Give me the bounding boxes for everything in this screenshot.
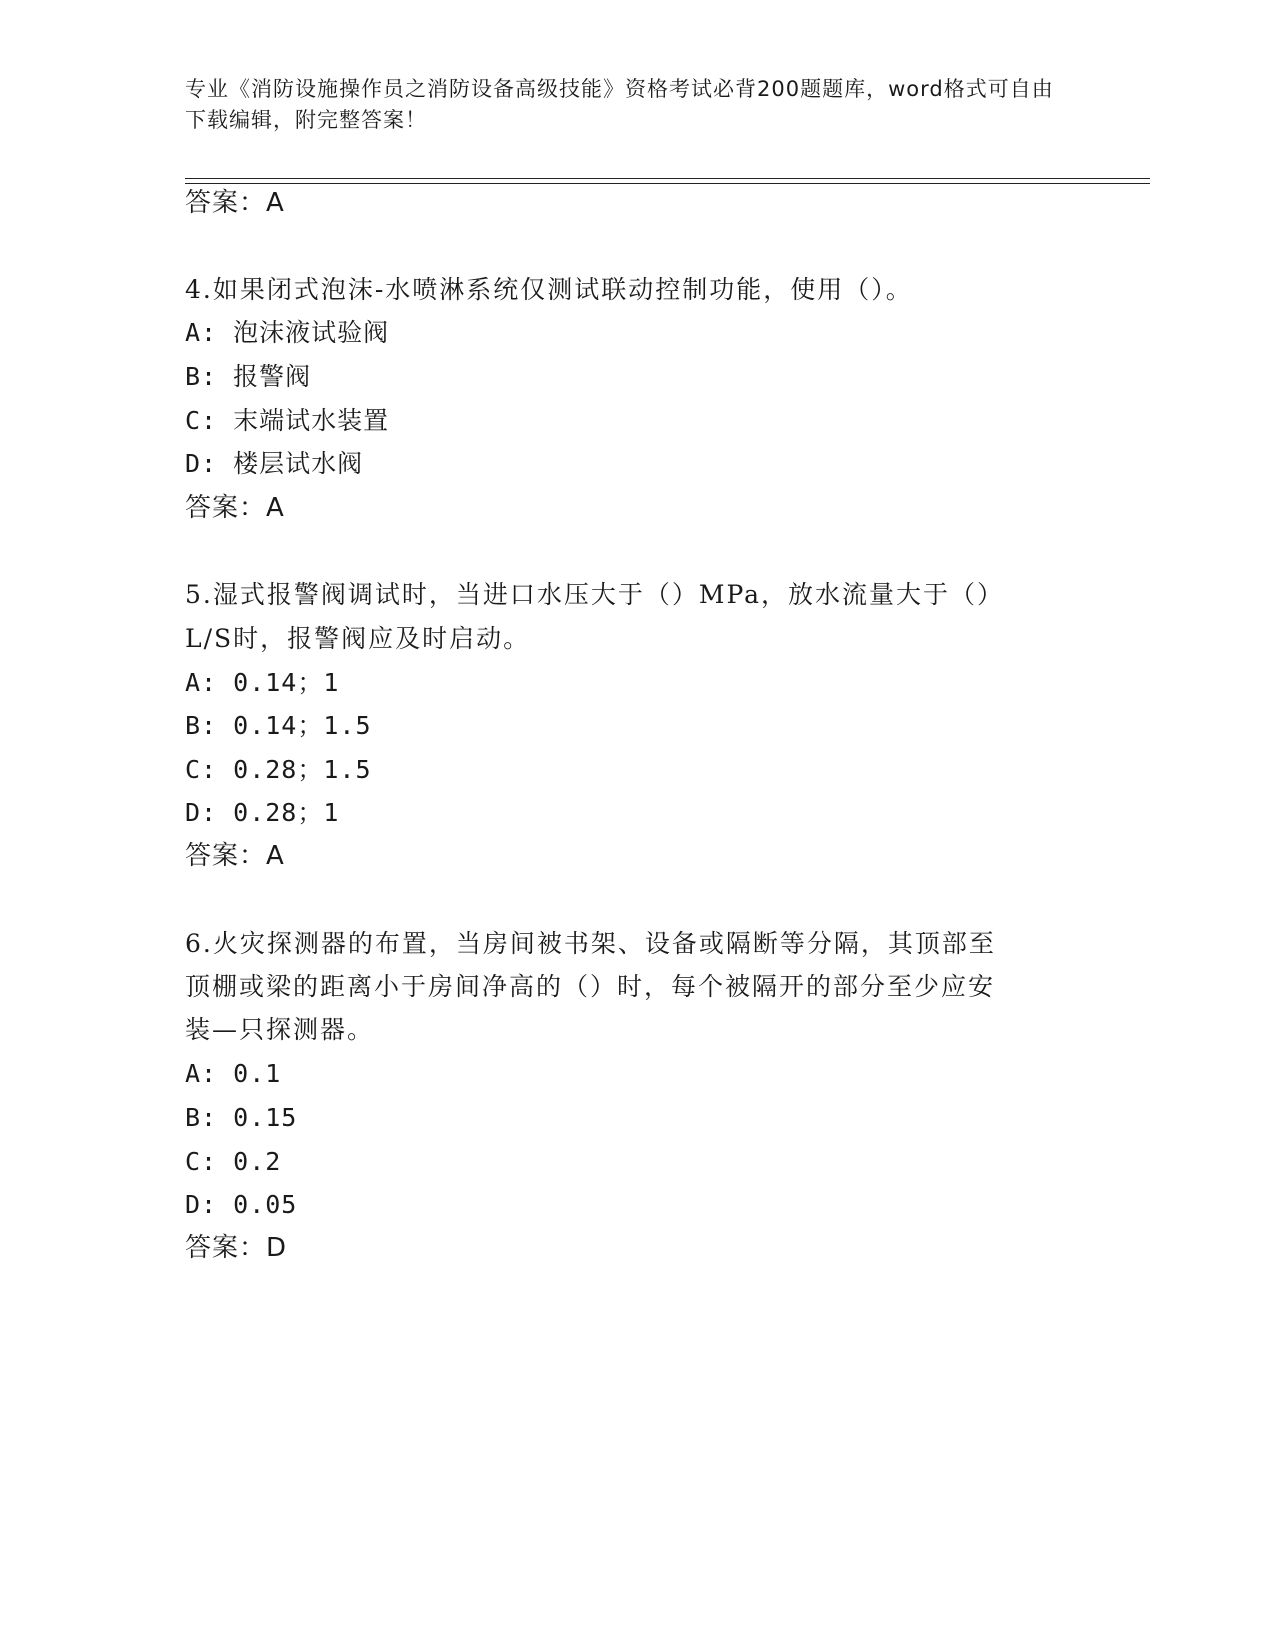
q5-stem-line-1: 5.湿式报警阀调试时，当进口水压大于（）MPa，放水流量大于（）	[185, 580, 1005, 609]
q5-option-b: B: 0.14；1.5	[185, 711, 372, 740]
q3-answer: 答案：A	[185, 188, 285, 218]
q5-answer: 答案：A	[185, 841, 285, 871]
q4-option-d: D: 楼层试水阀	[185, 449, 364, 478]
q5-option-a: A: 0.14；1	[185, 668, 340, 697]
q6-stem-line-1: 6.火灾探测器的布置，当房间被书架、设备或隔断等分隔，其顶部至	[185, 929, 996, 958]
q6-option-a: A: 0.1	[185, 1059, 282, 1088]
q4-answer: 答案：A	[185, 493, 285, 523]
q4-stem: 4.如果闭式泡沫-水喷淋系统仅测试联动控制功能，使用（）。	[185, 275, 913, 304]
header-divider-bottom	[185, 183, 1150, 184]
q4-option-a: A: 泡沫液试验阀	[185, 318, 390, 347]
q6-option-d: D: 0.05	[185, 1190, 298, 1219]
q4-option-c: C: 末端试水装置	[185, 406, 390, 435]
q5-option-d: D: 0.28；1	[185, 798, 340, 827]
q6-stem-line-2: 顶棚或梁的距离小于房间净高的（）时，每个被隔开的部分至少应安	[185, 972, 996, 1001]
header-divider-top	[185, 178, 1150, 179]
q6-option-c: C: 0.2	[185, 1147, 282, 1176]
q6-option-b: B: 0.15	[185, 1103, 298, 1132]
document-header: 专业《消防设施操作员之消防设备高级技能》资格考试必背200题题库，word格式可自由下载编辑，附完整答案！	[185, 77, 1054, 132]
q5-option-c: C: 0.28；1.5	[185, 755, 372, 784]
q6-answer: 答案：D	[185, 1233, 288, 1263]
q6-stem-line-3: 装—只探测器。	[185, 1015, 375, 1044]
q4-option-b: B: 报警阀	[185, 362, 312, 391]
q5-stem-line-2: L/S时，报警阀应及时启动。	[185, 624, 531, 653]
